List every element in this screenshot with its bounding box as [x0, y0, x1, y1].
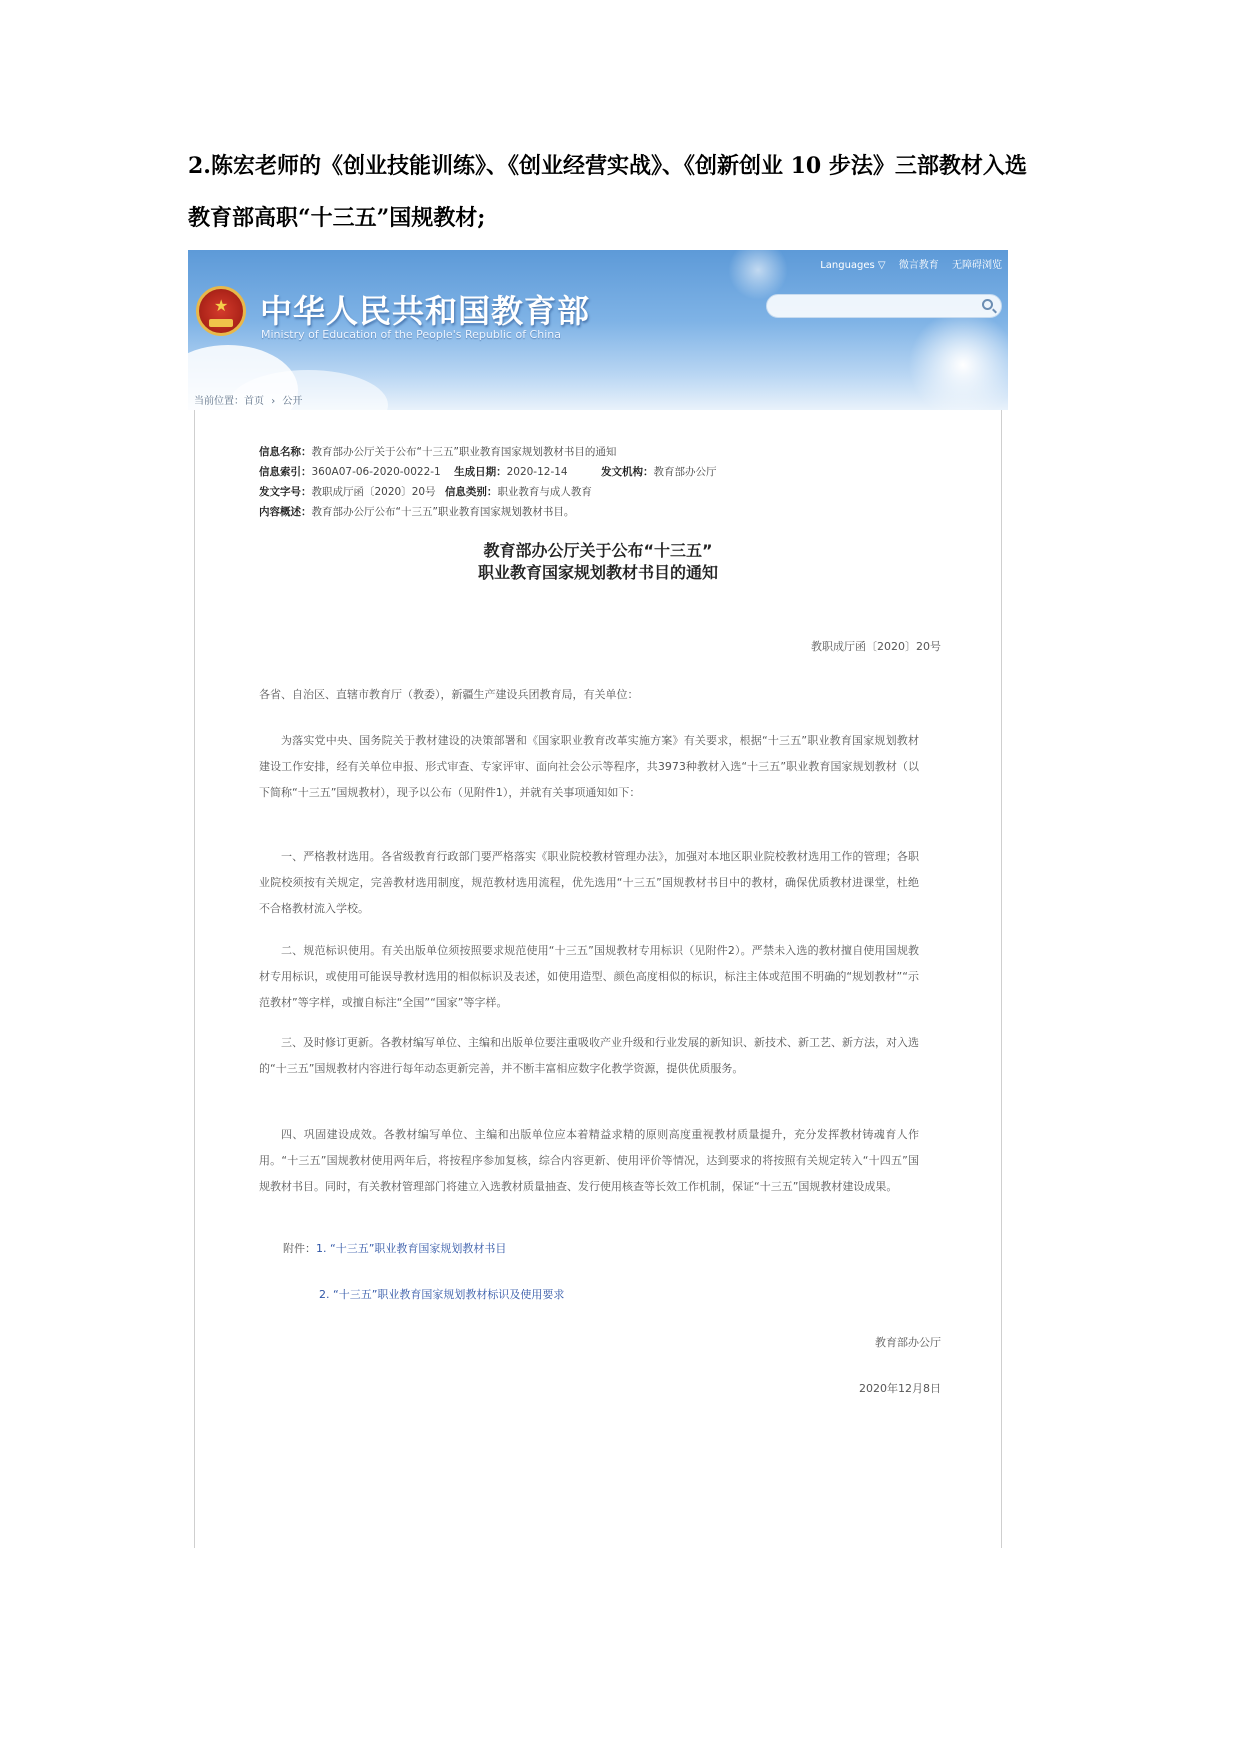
- heading-line-2: 教育部高职“十三五”国规教材;: [188, 205, 486, 231]
- paragraph-2: 二、规范标识使用。有关出版单位须按照要求规范使用“十三五”国规教材专用标识（见附件2）。严禁未入选的教材擅自使用国规教材专用标识，或使用可能误导教材选用的相似标识及表述，如使用造型、颜色高度相似的标识，标注主体或范围不明确的“规划教材”“示范教材”等字样，或擅自标注“全国”“国家”等字样。: [259, 944, 919, 1009]
- info-index-row: [259, 464, 568, 479]
- info-org-row: [601, 464, 717, 479]
- attachment-1-row: [283, 1240, 506, 1256]
- info-summary-label: 内容概述：: [259, 506, 312, 518]
- article-title-line-1: 教育部办公厅关于公布“十三五”: [483, 541, 713, 560]
- attachment-2-link[interactable]: 2. “十三五”职业教育国家规划教材标识及使用要求: [319, 1288, 565, 1301]
- info-date-label: 生成日期：: [454, 466, 507, 478]
- info-type-value: 职业教育与成人教育: [497, 486, 592, 498]
- accessibility-link[interactable]: 无障碍浏览: [952, 260, 1002, 271]
- national-emblem-icon: ★: [196, 286, 246, 336]
- signer: 教育部办公厅: [875, 1336, 941, 1349]
- sparkle-decoration: [728, 250, 788, 300]
- breadcrumb-home[interactable]: 当前位置：首页: [194, 396, 264, 407]
- languages-link[interactable]: Languages ▽: [820, 260, 886, 271]
- info-date-value: 2020-12-14: [506, 466, 568, 478]
- info-docno-label: 发文字号：: [259, 486, 312, 498]
- paragraph-1: 一、严格教材选用。各省级教育行政部门要严格落实《职业院校教材管理办法》，加强对本地区职业院校教材选用工作的管理；各职业院校须按有关规定，完善教材选用制度，规范教材选用流程，优先选用“十三五”国规教材书目中的教材，确保优质教材进课堂，杜绝不合格教材流入学校。: [259, 850, 919, 915]
- paragraph-4: 四、巩固建设成效。各教材编写单位、主编和出版单位应本着精益求精的原则高度重视教材质量提升，充分发挥教材铸魂育人作用。“十三五”国规教材使用两年后，将按程序参加复核，综合内容更新、使用评价等情况，达到要求的将按照有关规定转入“十四五”国规教材书目。同时，有关教材管理部门将建立入选教材质量抽查、发行使用核查等长效工作机制，保证“十三五”国规教材建设成果。: [259, 1128, 919, 1193]
- breadcrumb-separator: ›: [271, 396, 276, 407]
- ministry-webpage-screenshot: [188, 250, 1008, 1548]
- article-doc-number: 教职成厅函〔2020〕20号: [811, 640, 941, 653]
- document-heading: [188, 140, 1088, 244]
- info-name-row: [259, 444, 616, 459]
- breadcrumb: [194, 392, 306, 407]
- info-summary-row: [259, 504, 574, 519]
- search-icon[interactable]: [982, 299, 993, 310]
- paragraph-3: 三、及时修订更新。各教材编写单位、主编和出版单位要注重吸收产业升级和行业发展的新知识、新技术、新工艺、新方法，对入选的“十三五”国规教材内容进行每年动态更新完善，并不断丰富相应数字化教学资源，提供优质服务。: [259, 1036, 919, 1075]
- info-org-label: 发文机构：: [601, 466, 654, 478]
- info-name-value: 教育部办公厅关于公布“十三五”职业教育国家规划教材书目的通知: [311, 446, 617, 458]
- site-banner: [188, 250, 1008, 410]
- info-docno-value: 教职成厅函〔2020〕20号: [311, 486, 436, 498]
- site-title-english: Ministry of Education of the People's Republic of China: [261, 328, 561, 341]
- site-title: 中华人民共和国教育部: [260, 292, 591, 330]
- sign-date: 2020年12月8日: [859, 1382, 941, 1395]
- info-type-label: 信息类别：: [444, 486, 498, 498]
- info-docno-row: [259, 484, 592, 499]
- attachment-1-link[interactable]: 1. “十三五”职业教育国家规划教材书目: [316, 1242, 507, 1255]
- info-index-label: 信息索引：: [259, 466, 312, 478]
- content-panel: [194, 410, 1002, 1548]
- salutation: 各省、自治区、直辖市教育厅（教委），新疆生产建设兵团教育局，有关单位：: [259, 688, 639, 701]
- weiyan-link[interactable]: 微言教育: [898, 260, 939, 271]
- article-title: [195, 540, 1001, 584]
- info-org-value: 教育部办公厅: [653, 466, 717, 478]
- search-input[interactable]: [766, 294, 1002, 318]
- heading-line-1: 2.陈宏老师的《创业技能训练》、《创业经营实战》、《创新创业 10 步法》三部教材入选: [188, 153, 1027, 179]
- info-name-label: 信息名称：: [259, 446, 312, 458]
- attachment-label: 附件：: [283, 1242, 316, 1255]
- article-title-line-2: 职业教育国家规划教材书目的通知: [477, 563, 718, 582]
- info-summary-value: 教育部办公厅公布“十三五”职业教育国家规划教材书目。: [311, 506, 575, 518]
- sparkle-decoration: [908, 310, 1008, 410]
- top-links: [810, 256, 1002, 271]
- breadcrumb-current[interactable]: 公开: [282, 396, 303, 407]
- attachment-2-row: [319, 1286, 564, 1302]
- paragraph-intro: 为落实党中央、国务院关于教材建设的决策部署和《国家职业教育改革实施方案》有关要求，根据“十三五”职业教育国家规划教材建设工作安排，经有关单位申报、形式审查、专家评审、面向社会公示等程序，共3973种教材入选“十三五”职业教育国家规划教材（以下简称“十三五”国规教材），现予以公布（见附件1），并就有关事项通知如下：: [259, 734, 919, 799]
- info-index-value: 360A07-06-2020-0022-1: [311, 466, 441, 478]
